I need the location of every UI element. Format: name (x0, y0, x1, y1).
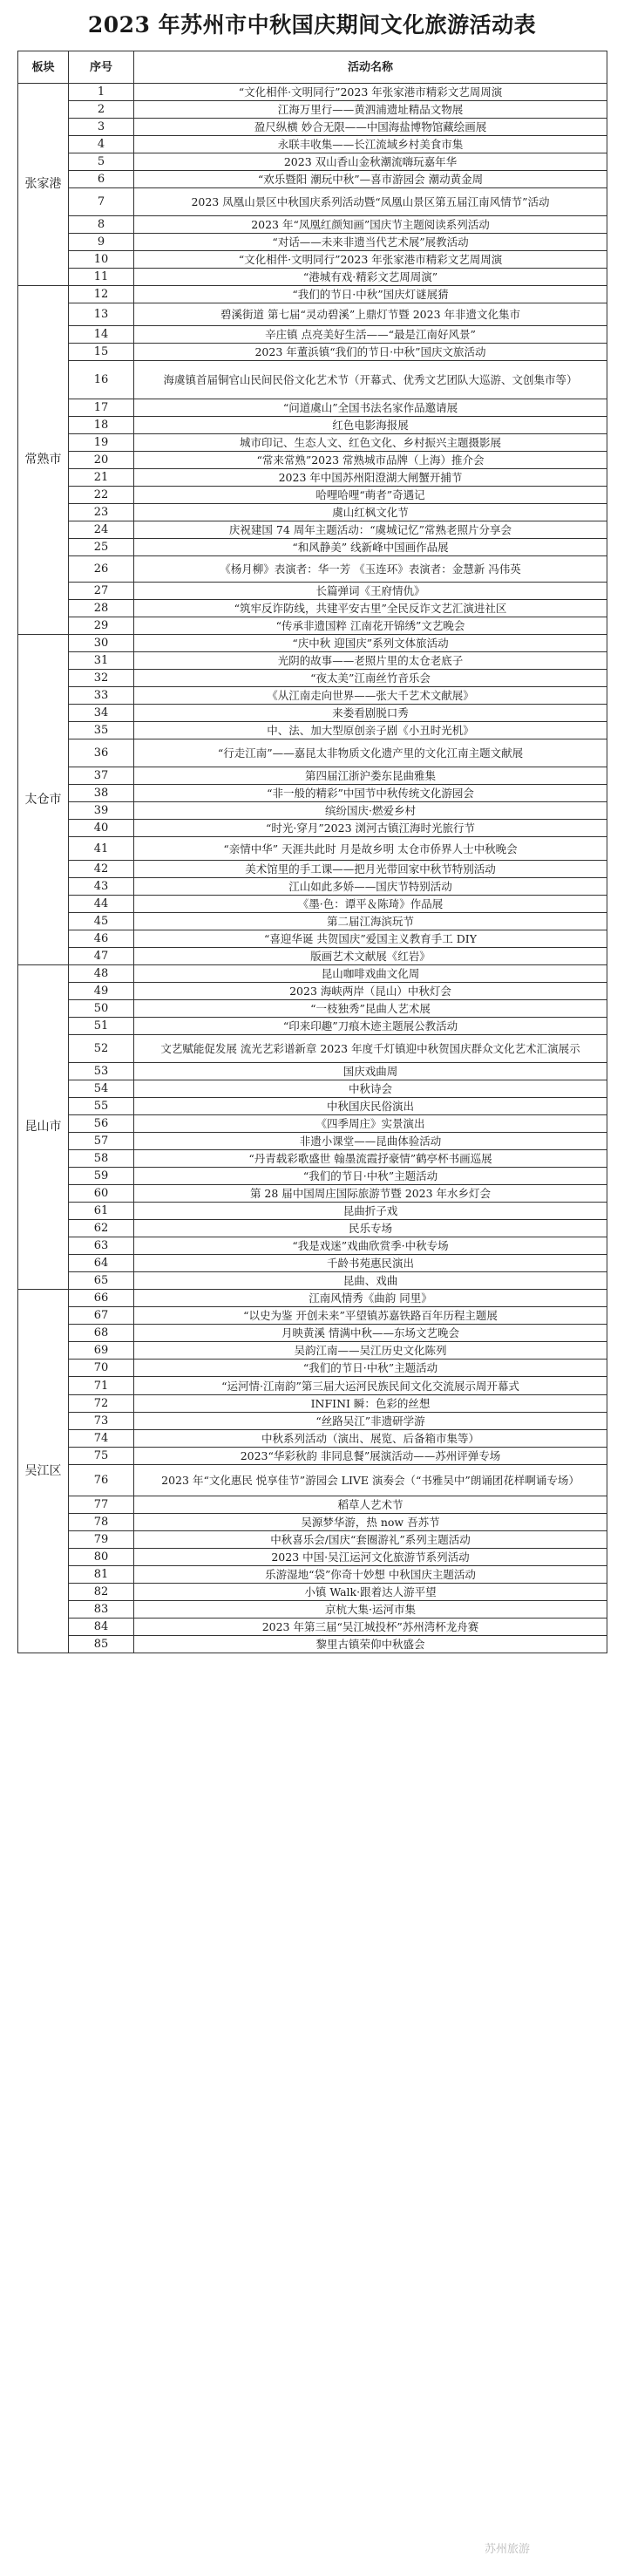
row-number: 85 (69, 1636, 134, 1653)
activity-name: 来娄看剧脱口秀 (134, 705, 607, 722)
section-cell: 吴江区 (18, 1290, 69, 1653)
activity-name: 中秋诗会 (134, 1080, 607, 1098)
row-number: 12 (69, 286, 134, 303)
row-number: 64 (69, 1255, 134, 1272)
table-row (18, 251, 607, 269)
row-number: 5 (69, 153, 134, 171)
table-row (18, 1342, 607, 1360)
table-row (18, 1000, 607, 1018)
row-number: 21 (69, 469, 134, 487)
row-number: 27 (69, 583, 134, 600)
header-section: 板块 (18, 51, 69, 84)
table-row (18, 326, 607, 344)
table-row (18, 1203, 607, 1220)
table-row (18, 965, 607, 983)
activity-name: “以史为鉴 开创未来”平望镇苏嘉铁路百年历程主题展 (134, 1307, 607, 1325)
row-number: 34 (69, 705, 134, 722)
row-number: 55 (69, 1098, 134, 1115)
table-row (18, 399, 607, 417)
table-row (18, 286, 607, 303)
activity-name: 乐游湿地“袋”你奇十妙想 中秋国庆主题活动 (134, 1566, 607, 1584)
section-cell: 常熟市 (18, 286, 69, 635)
row-number: 1 (69, 84, 134, 101)
activity-name: 江山如此多娇——国庆节特别活动 (134, 878, 607, 896)
activity-name: 第四届江浙沪娄东昆曲雅集 (134, 767, 607, 785)
row-number: 36 (69, 739, 134, 767)
row-number: 69 (69, 1342, 134, 1360)
activity-name: “亲情中华” 天涯共此时 月是故乡明 太仓市侨界人士中秋晚会 (134, 837, 607, 861)
table-row (18, 188, 607, 216)
table-row (18, 948, 607, 965)
activity-name: 2023 年“凤凰红颜知画”国庆节主题阅读系列活动 (134, 216, 607, 234)
activity-name: 长篇弹词《王府情仇》 (134, 583, 607, 600)
table-row (18, 136, 607, 153)
activity-table (17, 51, 607, 1653)
row-number: 52 (69, 1035, 134, 1063)
table-row (18, 705, 607, 722)
table-row (18, 652, 607, 670)
row-number: 63 (69, 1237, 134, 1255)
row-number: 31 (69, 652, 134, 670)
row-number: 19 (69, 434, 134, 452)
activity-name: 2023“华彩秋韵 非同息餐”展演活动——苏州评弹专场 (134, 1448, 607, 1465)
activity-name: 《四季周庄》实景演出 (134, 1115, 607, 1133)
table-row (18, 1584, 607, 1601)
row-number: 38 (69, 785, 134, 802)
row-number: 67 (69, 1307, 134, 1325)
row-number: 2 (69, 101, 134, 119)
activity-name: 吴源梦华游，热 now 吾苏节 (134, 1514, 607, 1531)
page-title: 2023 年苏州市中秋国庆期间文化旅游活动表 (87, 12, 537, 37)
activity-name: 2023 年“文化惠民 悦享佳节”游园会 LIVE 演奏会（“书雅吴中”朗诵团花样啊诵专场） (134, 1465, 607, 1496)
row-number: 9 (69, 234, 134, 251)
activity-name: “一枝独秀”昆曲人艺术展 (134, 1000, 607, 1018)
activity-name: INFINI 瞬：色彩的丝想 (134, 1395, 607, 1413)
row-number: 44 (69, 896, 134, 913)
table-row (18, 1290, 607, 1307)
activity-name: 中、法、加大型原创亲子剧《小丑时光机》 (134, 722, 607, 739)
row-number: 45 (69, 913, 134, 930)
table-row (18, 101, 607, 119)
section-cell: 昆山市 (18, 965, 69, 1290)
table-row (18, 878, 607, 896)
activity-name: “非一般的精彩”中国节中秋传统文化游园会 (134, 785, 607, 802)
activity-name: “行走江南”——嘉昆太非物质文化遗产里的文化江南主题文献展 (134, 739, 607, 767)
row-number: 20 (69, 452, 134, 469)
table-row (18, 739, 607, 767)
table-row (18, 344, 607, 361)
activity-name: “丹青载彩歌盛世 翰墨流霞抒豪情”鹤亭杯书画巡展 (134, 1150, 607, 1168)
activity-name: “我们的节日·中秋”国庆灯谜展猜 (134, 286, 607, 303)
activity-name: 昆曲折子戏 (134, 1203, 607, 1220)
table-row (18, 837, 607, 861)
row-number: 37 (69, 767, 134, 785)
table-row (18, 600, 607, 617)
row-number: 6 (69, 171, 134, 188)
table-row (18, 1448, 607, 1465)
table-row (18, 1307, 607, 1325)
row-number: 26 (69, 556, 134, 583)
activity-name: 光阴的故事——老照片里的太仓老底子 (134, 652, 607, 670)
row-number: 53 (69, 1063, 134, 1080)
table-row (18, 913, 607, 930)
row-number: 41 (69, 837, 134, 861)
table-header-row (18, 51, 607, 84)
table-row (18, 802, 607, 820)
row-number: 17 (69, 399, 134, 417)
activity-name: “欢乐暨阳 潮玩中秋”—喜市游园会 潮动黄金周 (134, 171, 607, 188)
table-row (18, 269, 607, 286)
activity-name: 海虞镇首届铜官山民间民俗文化艺术节（开幕式、优秀文艺团队大巡游、文创集市等） (134, 361, 607, 399)
activity-name: 永联丰收集——长江流域乡村美食市集 (134, 136, 607, 153)
activity-name: “我是戏迷”戏曲欣赏季·中秋专场 (134, 1237, 607, 1255)
table-row (18, 896, 607, 913)
table-row (18, 1413, 607, 1430)
table-row (18, 171, 607, 188)
table-row (18, 983, 607, 1000)
activity-name: 小镇 Walk·跟着达人游平望 (134, 1584, 607, 1601)
table-row (18, 1063, 607, 1080)
section-cell: 张家港 (18, 84, 69, 286)
table-row (18, 469, 607, 487)
activity-name: 江南风情秀《曲韵 同里》 (134, 1290, 607, 1307)
row-number: 51 (69, 1018, 134, 1035)
activity-name: “庆中秋 迎国庆”系列文体旅活动 (134, 635, 607, 652)
table-row (18, 487, 607, 504)
table-row (18, 1133, 607, 1150)
table-row (18, 84, 607, 101)
table-body (18, 84, 607, 1653)
row-number: 75 (69, 1448, 134, 1465)
table-row (18, 785, 607, 802)
row-number: 68 (69, 1325, 134, 1342)
activity-name: “对话——未来非遗当代艺术展”展教活动 (134, 234, 607, 251)
table-row (18, 1377, 607, 1395)
activity-name: 城市印记、生态人文、红色文化、乡村振兴主题摄影展 (134, 434, 607, 452)
table-row (18, 1395, 607, 1413)
activity-name: 哈哩哈哩“萌者”奇遇记 (134, 487, 607, 504)
table-row (18, 504, 607, 521)
activity-name: 2023 中国·吴江运河文化旅游节系列活动 (134, 1549, 607, 1566)
activity-name: 中秋系列活动（演出、展览、后备箱市集等） (134, 1430, 607, 1448)
table-row (18, 687, 607, 705)
activity-name: 第二届江海滨玩节 (134, 913, 607, 930)
table-row (18, 930, 607, 948)
activity-name: 《墨·色：谭平＆陈琦》作品展 (134, 896, 607, 913)
row-number: 46 (69, 930, 134, 948)
row-number: 7 (69, 188, 134, 216)
activity-name: “文化相伴·文明同行”2023 年张家港市精彩文艺周周演 (134, 84, 607, 101)
row-number: 84 (69, 1619, 134, 1636)
activity-name: 2023 凤凰山景区中秋国庆系列活动暨“凤凰山景区第五届江南风情节”活动 (134, 188, 607, 216)
row-number: 62 (69, 1220, 134, 1237)
activity-name: 国庆戏曲周 (134, 1063, 607, 1080)
table-row (18, 1531, 607, 1549)
table-row (18, 361, 607, 399)
row-number: 3 (69, 119, 134, 136)
table-row (18, 417, 607, 434)
row-number: 25 (69, 539, 134, 556)
row-number: 30 (69, 635, 134, 652)
row-number: 15 (69, 344, 134, 361)
row-number: 24 (69, 521, 134, 539)
row-number: 29 (69, 617, 134, 635)
table-row (18, 119, 607, 136)
table-row (18, 1098, 607, 1115)
row-number: 50 (69, 1000, 134, 1018)
table-row (18, 1514, 607, 1531)
row-number: 11 (69, 269, 134, 286)
row-number: 32 (69, 670, 134, 687)
activity-name: 缤纷国庆·燃爱乡村 (134, 802, 607, 820)
activity-name: “丝路吴江”非遗研学游 (134, 1413, 607, 1430)
table-row (18, 1566, 607, 1584)
activity-name: 千龄书苑惠民演出 (134, 1255, 607, 1272)
row-number: 56 (69, 1115, 134, 1133)
activity-name: 黎里古镇荣仰中秋盛会 (134, 1636, 607, 1653)
row-number: 58 (69, 1150, 134, 1168)
activity-name: 红色电影海报展 (134, 417, 607, 434)
section-cell: 太仓市 (18, 635, 69, 965)
watermark: 苏州旅游 (485, 2543, 531, 2556)
activity-name: 昆山咖啡戏曲文化周 (134, 965, 607, 983)
activity-name: 昆曲、戏曲 (134, 1272, 607, 1290)
activity-name: “筑牢反诈防线，共建平安古里”全民反诈文艺汇演进社区 (134, 600, 607, 617)
activity-name: 吴韵江南——吴江历史文化陈列 (134, 1342, 607, 1360)
row-number: 83 (69, 1601, 134, 1619)
row-number: 18 (69, 417, 134, 434)
activity-name: 碧溪街道 第七届“灵动碧溪”上鼎灯节暨 2023 年非遗文化集市 (134, 303, 607, 326)
activity-name: “港城有戏·精彩文艺周周演” (134, 269, 607, 286)
table-row (18, 1325, 607, 1342)
table-row (18, 1168, 607, 1185)
row-number: 78 (69, 1514, 134, 1531)
table-row (18, 861, 607, 878)
activity-name: 京杭大集·运河市集 (134, 1601, 607, 1619)
row-number: 48 (69, 965, 134, 983)
activity-name: 文艺赋能促发展 流光艺彩谱新章 2023 年度千灯镇迎中秋贺国庆群众文化艺术汇演展示 (134, 1035, 607, 1063)
activity-name: 2023 海峡两岸（昆山）中秋灯会 (134, 983, 607, 1000)
activity-name: “传承非遗国粹 江南花开锦绣”文艺晚会 (134, 617, 607, 635)
activity-name: “夜太美”江南丝竹音乐会 (134, 670, 607, 687)
activity-name: “问道虞山”全国书法名家作品邀请展 (134, 399, 607, 417)
row-number: 57 (69, 1133, 134, 1150)
row-number: 42 (69, 861, 134, 878)
header-number: 序号 (69, 51, 134, 84)
table-row (18, 670, 607, 687)
activity-name: 版画艺术文献展《红岩》 (134, 948, 607, 965)
table-row (18, 617, 607, 635)
row-number: 59 (69, 1168, 134, 1185)
row-number: 13 (69, 303, 134, 326)
table-row (18, 1018, 607, 1035)
row-number: 28 (69, 600, 134, 617)
activity-name: “我们的节日·中秋”主题活动 (134, 1168, 607, 1185)
row-number: 72 (69, 1395, 134, 1413)
activity-name: 民乐专场 (134, 1220, 607, 1237)
row-number: 4 (69, 136, 134, 153)
table-row (18, 434, 607, 452)
table-row (18, 635, 607, 652)
table-row (18, 1619, 607, 1636)
table-row (18, 1115, 607, 1133)
row-number: 14 (69, 326, 134, 344)
activity-name: 辛庄镇 点亮美好生活——“最是江南好风景” (134, 326, 607, 344)
activity-name: 稻草人艺术节 (134, 1496, 607, 1514)
activity-name: 第 28 届中国周庄国际旅游节暨 2023 年水乡灯会 (134, 1185, 607, 1203)
activity-name: 2023 年董浜镇“我们的节日·中秋”国庆文旅活动 (134, 344, 607, 361)
activity-name: 江海万里行——黄泗浦遗址精品文物展 (134, 101, 607, 119)
activity-name: “时光·穿月”2023 浏河古镇江海时光旅行节 (134, 820, 607, 837)
table-row (18, 767, 607, 785)
table-row (18, 1636, 607, 1653)
table-row (18, 1549, 607, 1566)
row-number: 35 (69, 722, 134, 739)
row-number: 66 (69, 1290, 134, 1307)
table-row (18, 452, 607, 469)
table-row (18, 303, 607, 326)
activity-name: 庆祝建国 74 周年主题活动：“虞城记忆”常熟老照片分享会 (134, 521, 607, 539)
table-row (18, 153, 607, 171)
row-number: 70 (69, 1360, 134, 1377)
activity-name: 非遗小课堂——昆曲体验活动 (134, 1133, 607, 1150)
row-number: 71 (69, 1377, 134, 1395)
activity-name: 《杨月柳》表演者：华一芳 《玉连环》表演者：金慧新 冯伟英 (134, 556, 607, 583)
row-number: 40 (69, 820, 134, 837)
activity-name: “文化相伴·文明同行”2023 年张家港市精彩文艺周周演 (134, 251, 607, 269)
row-number: 80 (69, 1549, 134, 1566)
row-number: 33 (69, 687, 134, 705)
activity-name: 2023 双山香山金秋潮流嗨玩嘉年华 (134, 153, 607, 171)
table-row (18, 1220, 607, 1237)
table-row (18, 820, 607, 837)
row-number: 73 (69, 1413, 134, 1430)
activity-name: “印来印趣”刀痕木迹主题展公教活动 (134, 1018, 607, 1035)
row-number: 81 (69, 1566, 134, 1584)
table-row (18, 1255, 607, 1272)
table-row (18, 1237, 607, 1255)
activity-name: 月映黄溪 情满中秋——东场文艺晚会 (134, 1325, 607, 1342)
table-row (18, 234, 607, 251)
row-number: 8 (69, 216, 134, 234)
row-number: 82 (69, 1584, 134, 1601)
activity-name: “我们的节日·中秋”主题活动 (134, 1360, 607, 1377)
row-number: 54 (69, 1080, 134, 1098)
row-number: 60 (69, 1185, 134, 1203)
row-number: 22 (69, 487, 134, 504)
activity-name: 虞山红枫文化节 (134, 504, 607, 521)
activity-name: “和风静美” 线新峰中国画作品展 (134, 539, 607, 556)
activity-name: “运河情·江南韵”第三届大运河民族民间文化交流展示周开幕式 (134, 1377, 607, 1395)
row-number: 79 (69, 1531, 134, 1549)
activity-name: 2023 年第三届“吴江城投杯”苏州湾杯龙舟赛 (134, 1619, 607, 1636)
table-row (18, 1496, 607, 1514)
row-number: 16 (69, 361, 134, 399)
table-row (18, 1360, 607, 1377)
activity-name: 中秋喜乐会/国庆“套圈游礼”系列主题活动 (134, 1531, 607, 1549)
table-row (18, 1185, 607, 1203)
table-row (18, 1035, 607, 1063)
table-row (18, 722, 607, 739)
table-row (18, 583, 607, 600)
table-row (18, 1150, 607, 1168)
row-number: 47 (69, 948, 134, 965)
activity-name: 2023 年中国苏州阳澄湖大闸蟹开捕节 (134, 469, 607, 487)
row-number: 10 (69, 251, 134, 269)
table-row (18, 1080, 607, 1098)
activity-name: 《从江南走向世界——张大千艺术文献展》 (134, 687, 607, 705)
table-row (18, 1272, 607, 1290)
row-number: 65 (69, 1272, 134, 1290)
row-number: 74 (69, 1430, 134, 1448)
row-number: 39 (69, 802, 134, 820)
table-row (18, 1430, 607, 1448)
row-number: 43 (69, 878, 134, 896)
activity-name: 中秋国庆民俗演出 (134, 1098, 607, 1115)
row-number: 76 (69, 1465, 134, 1496)
row-number: 49 (69, 983, 134, 1000)
table-row (18, 539, 607, 556)
row-number: 23 (69, 504, 134, 521)
row-number: 77 (69, 1496, 134, 1514)
table-row (18, 556, 607, 583)
table-row (18, 1601, 607, 1619)
activity-name: “常来常熟”2023 常熟城市品牌（上海）推介会 (134, 452, 607, 469)
table-row (18, 521, 607, 539)
activity-name: 盈尺纵横 妙合无限——中国海盐博物馆藏绘画展 (134, 119, 607, 136)
row-number: 61 (69, 1203, 134, 1220)
activity-name: “喜迎华诞 共贺国庆”爱国主义教育手工 DIY (134, 930, 607, 948)
activity-name: 美术馆里的手工课——把月光带回家中秋节特别活动 (134, 861, 607, 878)
table-row (18, 1465, 607, 1496)
table-row (18, 216, 607, 234)
header-activity: 活动名称 (134, 51, 607, 84)
